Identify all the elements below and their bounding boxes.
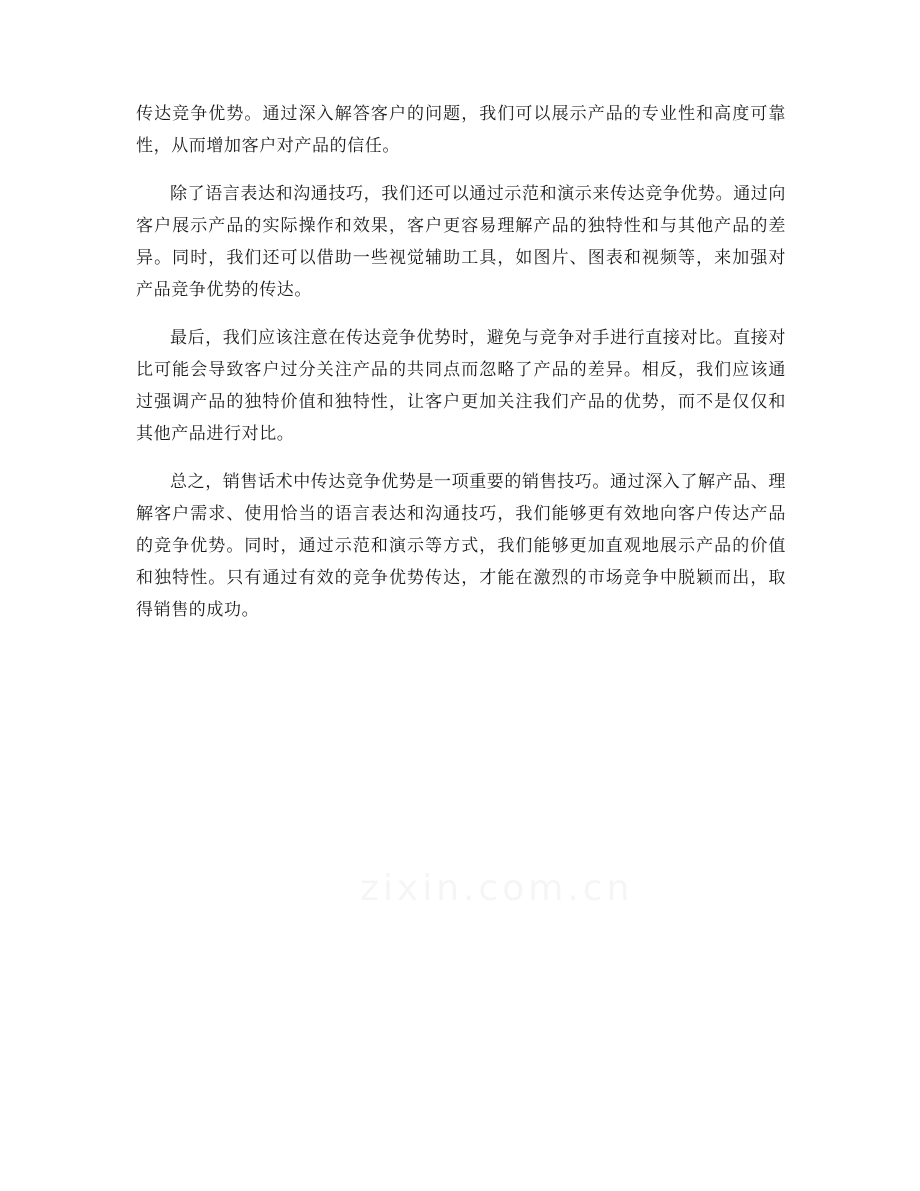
document-body: [136, 98, 786, 642]
paragraph-4: 总之，销售话术中传达竞争优势是一项重要的销售技巧。通过深入了解产品、理解客户需求、使用恰当的语言表达和沟通技巧，我们能够更有效地向客户传达产品的竞争优势。同时，通过示范和演示等方式，我们能够更加直观地展示产品的价值和独特性。只有通过有效的竞争优势传达，才能在激烈的市场竞争中脱颖而出，取得销售的成功。: [136, 472, 786, 620]
watermark: [360, 868, 620, 908]
paragraph-2: 除了语言表达和沟通技巧，我们还可以通过示范和演示来传达竞争优势。通过向客户展示产品的实际操作和效果，客户更容易理解产品的独特性和与其他产品的差异。同时，我们还可以借助一些视觉辅助工具，如图片、图表和视频等，来加强对产品竞争优势的传达。: [136, 184, 786, 300]
paragraph-1: 传达竞争优势。通过深入解答客户的问题，我们可以展示产品的专业性和高度可靠性，从而增加客户对产品的信任。: [136, 104, 786, 156]
paragraph-3: 最后，我们应该注意在传达竞争优势时，避免与竞争对手进行直接对比。直接对比可能会导致客户过分关注产品的共同点而忽略了产品的差异。相反，我们应该通过强调产品的独特价值和独特性，让客户更加关注我们产品的优势，而不是仅仅和其他产品进行对比。: [136, 328, 786, 444]
